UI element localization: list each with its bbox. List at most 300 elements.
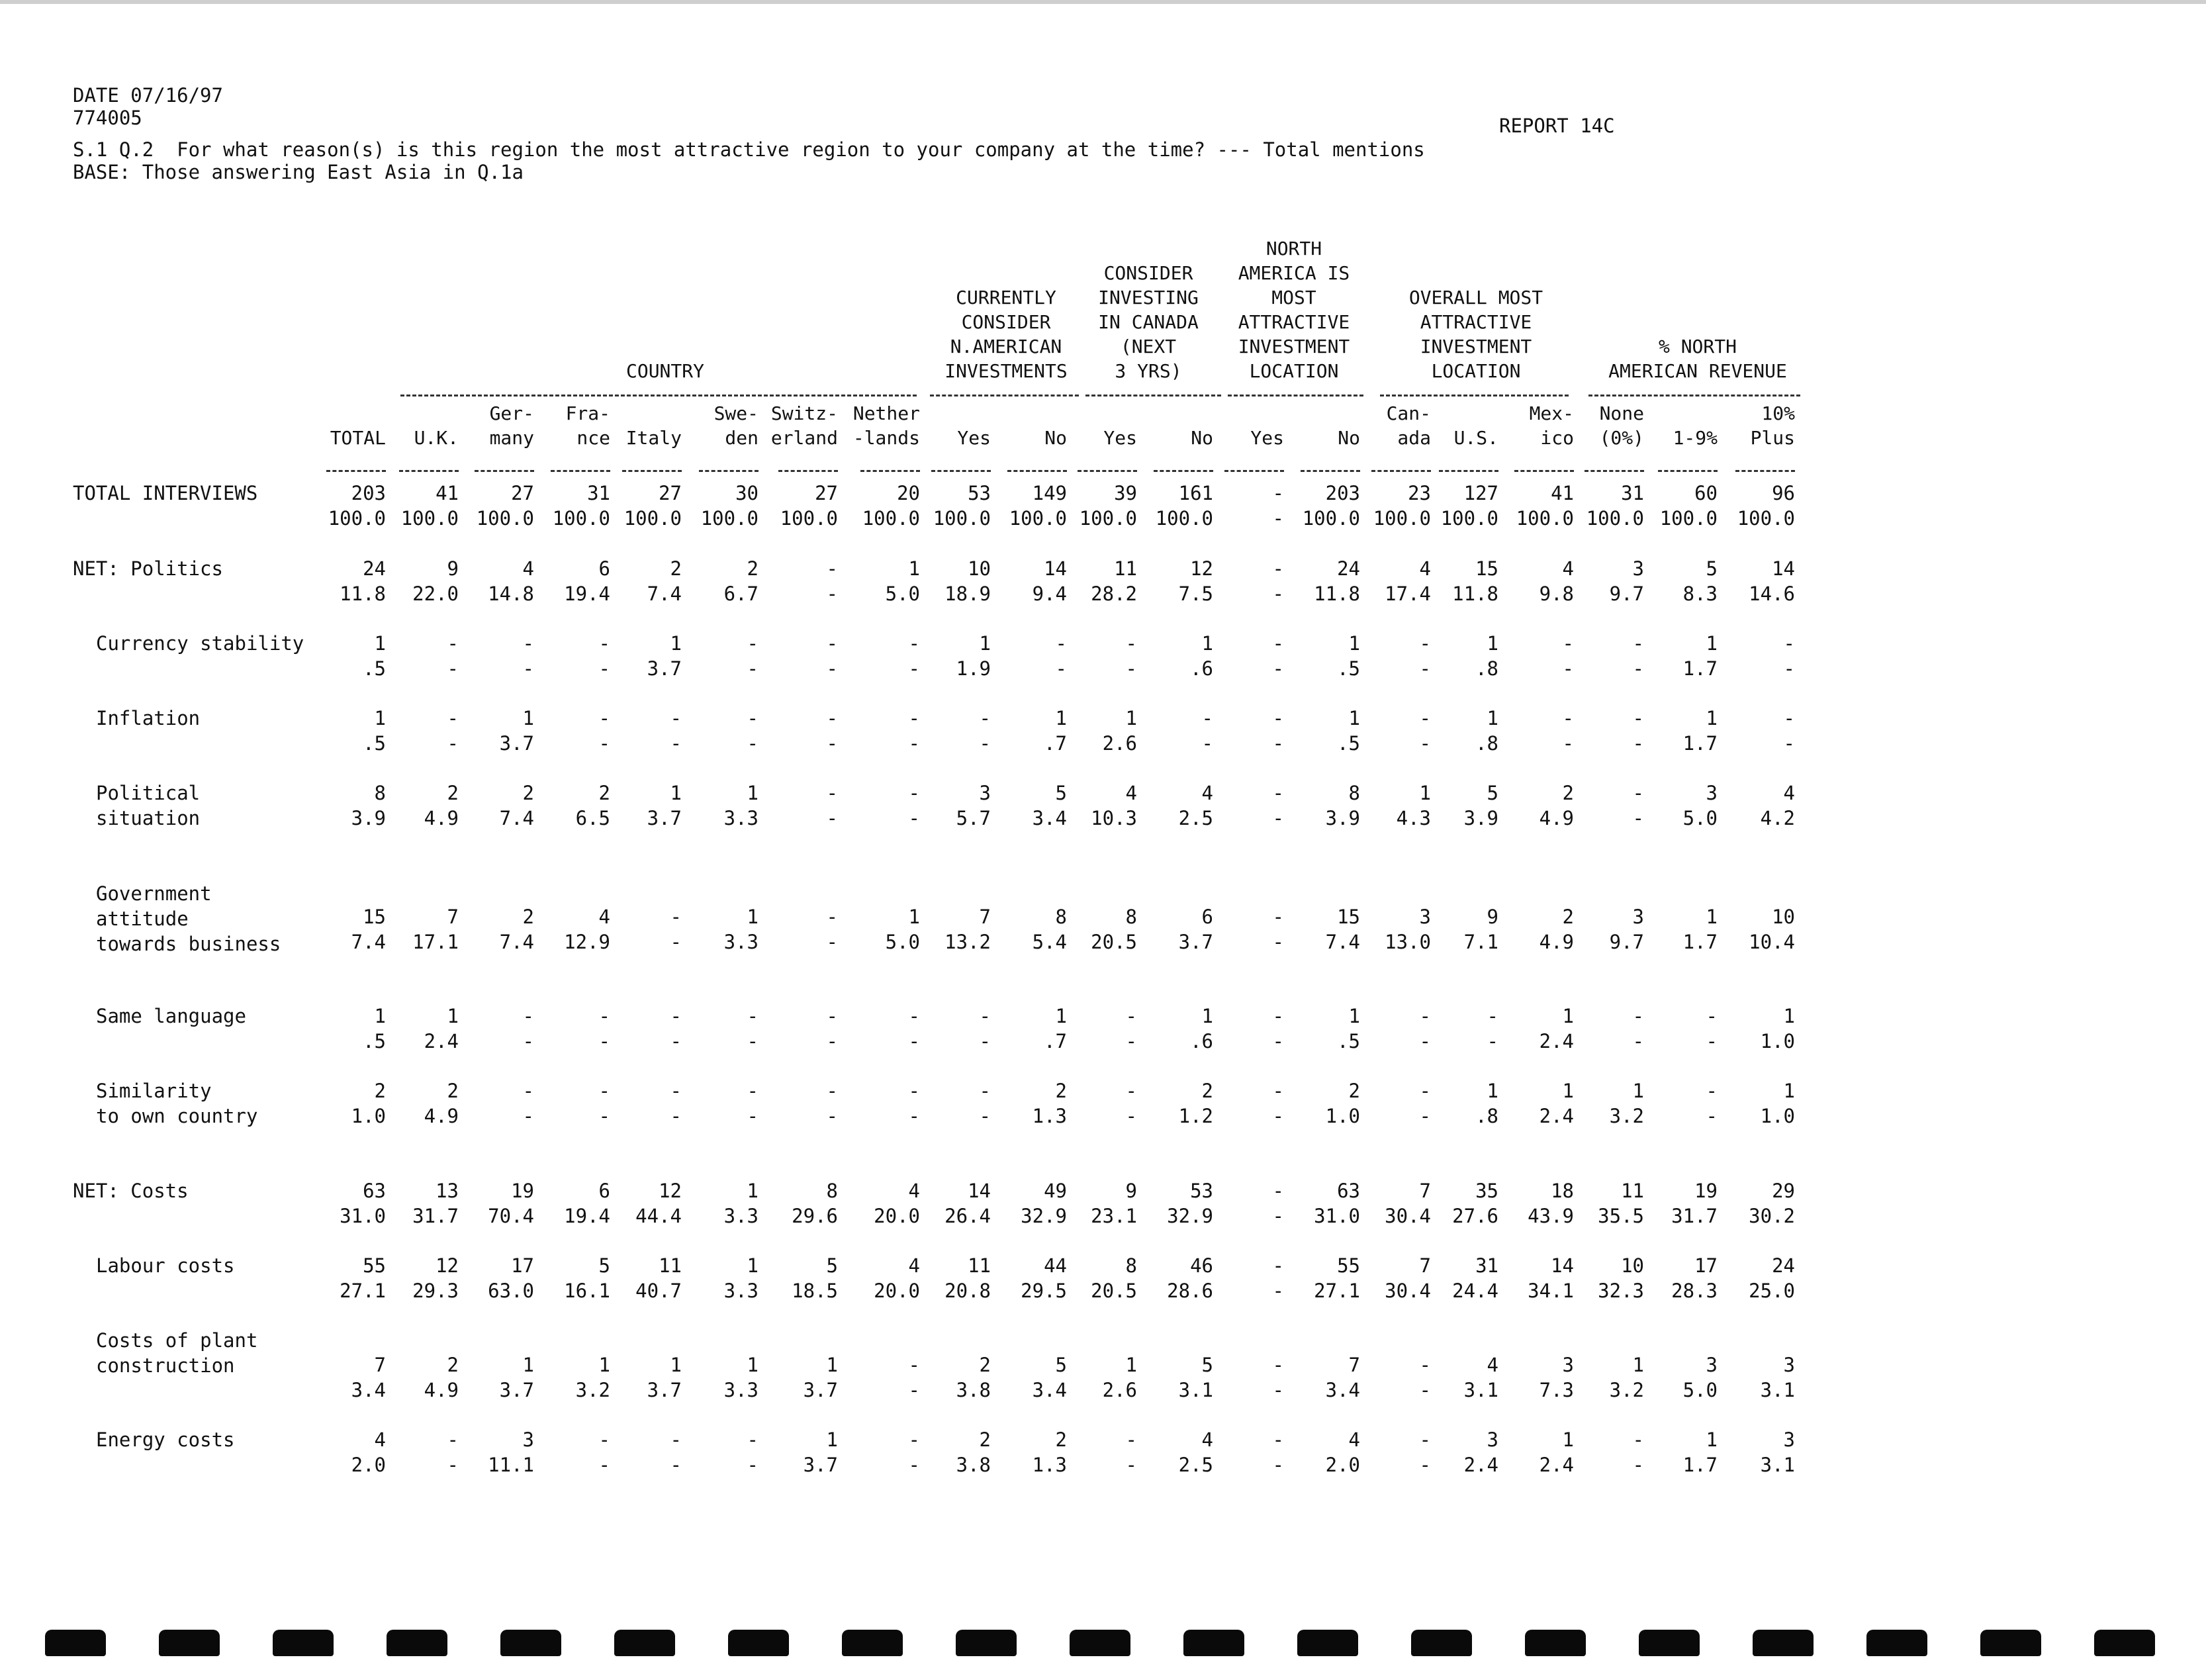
percent-cell: - [598,1454,610,1476]
count-cell: 63 [1337,1180,1360,1202]
count-cell: 1 [1706,632,1718,655]
percent-cell: 32.9 [1167,1205,1213,1227]
percent-cell: 5.0 [1682,807,1718,829]
count-cell: 1 [670,782,682,804]
percent-cell: 100.0 [780,507,838,530]
count-cell: 10 [1621,1254,1644,1277]
count-cell: - [979,1005,991,1027]
count-cell: 7 [979,906,991,928]
count-cell: 10 [1772,906,1795,928]
percent-cell: 4.9 [424,1379,459,1401]
percent-cell: 3.2 [1609,1105,1644,1127]
percent-cell: 3.3 [723,807,758,829]
count-cell: 2 [1055,1428,1067,1451]
percent-cell: 1.2 [1178,1105,1213,1127]
punch-hole [273,1630,334,1656]
count-cell: - [1706,1005,1718,1027]
north-america-underline [1228,395,1363,397]
percent-cell: - [1201,732,1213,755]
percent-cell: - [1272,1030,1284,1052]
revenue-underline [1588,395,1800,397]
overall-underline [1380,395,1569,397]
percent-cell: - [826,732,838,755]
count-cell: - [826,707,838,729]
percent-cell: 100.0 [1009,507,1067,530]
percent-cell: - [522,657,534,680]
percent-cell: 10.3 [1091,807,1137,829]
column-separator [1514,470,1574,472]
count-cell: 24 [363,557,386,580]
count-cell: 6 [598,557,610,580]
percent-cell: 63.0 [488,1280,534,1302]
count-cell: - [1632,707,1644,729]
count-cell: 4 [1348,1428,1360,1451]
count-cell: - [908,1428,920,1451]
percent-cell: 100.0 [862,507,920,530]
count-cell: 8 [1055,906,1067,928]
percent-cell: 3.4 [1032,1379,1067,1401]
percent-cell: - [826,931,838,953]
group-header-consider-canada: CONSIDER INVESTING IN CANADA (NEXT 3 YRS) [1098,262,1199,382]
count-cell: 1 [670,1354,682,1376]
percent-cell: 20.8 [944,1280,991,1302]
count-cell: 12 [436,1254,459,1277]
count-cell: 3 [1562,1354,1574,1376]
column-header: Can- ada [1386,402,1431,449]
percent-cell: 3.7 [647,807,682,829]
count-cell: 1 [1348,632,1360,655]
percent-cell: 11.8 [1314,583,1360,605]
count-cell: - [826,1080,838,1102]
percent-cell: 3.4 [1032,807,1067,829]
percent-cell: - [670,931,682,953]
percent-cell: 5.7 [956,807,991,829]
column-separator [778,470,838,472]
count-cell: - [1272,1428,1284,1451]
count-cell: 4 [598,906,610,928]
count-cell: 4 [1201,782,1213,804]
percent-cell: 11.1 [488,1454,534,1476]
count-cell: 2 [1562,906,1574,928]
count-cell: 9 [1487,906,1498,928]
percent-cell: - [826,1105,838,1127]
count-cell: 9 [1125,1180,1137,1202]
count-cell: - [908,1005,920,1027]
count-cell: 4 [374,1428,386,1451]
percent-cell: - [908,1379,920,1401]
percent-cell: 100.0 [328,507,386,530]
row-label: NET: Costs [73,1180,189,1202]
column-header: Yes [1250,427,1284,449]
percent-cell: - [447,732,459,755]
count-cell: - [670,707,682,729]
count-cell: - [598,1428,610,1451]
count-cell: 5 [826,1254,838,1277]
percent-cell: 17.4 [1385,583,1431,605]
punch-hole [387,1630,447,1656]
row-label: Political situation [96,782,201,829]
count-cell: 2 [979,1428,991,1451]
percent-cell: 7.4 [499,807,534,829]
base-text: BASE: Those answering East Asia in Q.1a [73,161,524,183]
percent-cell: 3.9 [1463,807,1498,829]
count-cell: 7 [1419,1254,1431,1277]
count-cell: 2 [747,557,758,580]
count-cell: - [908,1080,920,1102]
row-label: Similarity to own country [96,1080,258,1127]
count-cell: 1 [598,1354,610,1376]
count-cell: 1 [1562,1080,1574,1102]
percent-cell: 3.7 [803,1379,838,1401]
count-cell: - [1562,707,1574,729]
percent-cell: 3.3 [723,1379,758,1401]
count-cell: 2 [1055,1080,1067,1102]
percent-cell: 23.1 [1091,1205,1137,1227]
count-cell: 1 [826,1428,838,1451]
percent-cell: - [1272,657,1284,680]
row-label: Currency stability [96,632,304,655]
percent-cell: 9.7 [1609,583,1644,605]
percent-cell: 6.5 [575,807,610,829]
count-cell: 96 [1772,482,1795,504]
percent-cell: 1.3 [1032,1105,1067,1127]
percent-cell: 3.1 [1463,1379,1498,1401]
count-cell: 7 [1348,1354,1360,1376]
percent-cell: 2.5 [1178,1454,1213,1476]
count-cell: 3 [1783,1354,1795,1376]
count-cell: 203 [351,482,386,504]
column-separator [326,470,386,472]
percent-cell: 25.0 [1749,1280,1795,1302]
percent-cell: 26.4 [944,1205,991,1227]
percent-cell: - [979,732,991,755]
count-cell: - [1419,707,1431,729]
count-cell: 1 [1055,707,1067,729]
count-cell: - [1562,632,1574,655]
row-label: Inflation [96,707,201,729]
percent-cell: - [1562,657,1574,680]
punch-hole [1866,1630,1927,1656]
percent-cell: 3.7 [499,732,534,755]
count-cell: 1 [1706,906,1718,928]
percent-cell: .7 [1044,732,1067,755]
percent-cell: - [908,1030,920,1052]
column-header: No [1338,427,1360,449]
percent-cell: - [747,1105,758,1127]
percent-cell: 70.4 [488,1205,534,1227]
count-cell: 1 [979,632,991,655]
count-cell: - [1272,1080,1284,1102]
percent-cell: 100.0 [1440,507,1498,530]
percent-cell: 18.9 [944,583,991,605]
count-cell: 13 [436,1180,459,1202]
percent-cell: 19.4 [564,583,610,605]
percent-cell: 100.0 [933,507,991,530]
count-cell: - [826,906,838,928]
percent-cell: 30.4 [1385,1205,1431,1227]
count-cell: 4 [908,1254,920,1277]
percent-cell: 30.4 [1385,1280,1431,1302]
column-header: Switz- erland [770,402,838,449]
percent-cell: 2.5 [1178,807,1213,829]
count-cell: 2 [447,782,459,804]
count-cell: 27 [659,482,682,504]
count-cell: 30 [735,482,758,504]
percent-cell: 1.0 [1760,1030,1795,1052]
column-header: Swe- den [713,402,758,449]
percent-cell: 100.0 [552,507,610,530]
count-cell: 2 [670,557,682,580]
percent-cell: - [670,1105,682,1127]
percent-cell: - [1632,657,1644,680]
percent-cell: - [598,732,610,755]
count-cell: - [1272,1180,1284,1202]
percent-cell: .8 [1475,1105,1498,1127]
column-separator [1439,470,1498,472]
count-cell: 8 [374,782,386,804]
count-cell: 60 [1694,482,1718,504]
percent-cell: 100.0 [1302,507,1360,530]
count-cell: 1 [1125,1354,1137,1376]
percent-cell: 27.1 [340,1280,386,1302]
percent-cell: 32.9 [1021,1205,1067,1227]
percent-cell: 3.7 [1178,931,1213,953]
percent-cell: - [747,657,758,680]
percent-cell: - [1272,1379,1284,1401]
column-separator [551,470,610,472]
percent-cell: 43.9 [1528,1205,1574,1227]
percent-cell: 11.8 [1452,583,1498,605]
percent-cell: 100.0 [623,507,682,530]
count-cell: 17 [1694,1254,1718,1277]
count-cell: 24 [1772,1254,1795,1277]
percent-cell: 14.6 [1749,583,1795,605]
count-cell: 6 [1201,906,1213,928]
count-cell: 27 [815,482,838,504]
count-cell: - [1272,906,1284,928]
row-label: Costs of plant construction [96,1329,258,1377]
count-cell: 2 [1348,1080,1360,1102]
percent-cell: 1.3 [1032,1454,1067,1476]
percent-cell: 4.2 [1760,807,1795,829]
count-cell: 1 [747,782,758,804]
count-cell: 31 [587,482,610,504]
count-cell: 3 [1632,557,1644,580]
percent-cell: 10.4 [1749,931,1795,953]
column-header: None (0%) [1599,402,1644,449]
count-cell: 1 [374,1005,386,1027]
percent-cell: .5 [1337,732,1360,755]
punch-hole [1070,1630,1130,1656]
percent-cell: - [1272,1205,1284,1227]
count-cell: 19 [511,1180,534,1202]
count-cell: 46 [1190,1254,1213,1277]
count-cell: 14 [1044,557,1067,580]
count-cell: 1 [522,1354,534,1376]
punch-hole [614,1630,675,1656]
column-header: TOTAL [330,427,386,449]
count-cell: 1 [447,1005,459,1027]
row-label: Energy costs [96,1428,235,1451]
count-cell: 1 [1632,1080,1644,1102]
count-cell: 14 [1772,557,1795,580]
percent-cell: - [1706,1030,1718,1052]
count-cell: - [1487,1005,1498,1027]
column-separator [1301,470,1360,472]
count-cell: 1 [908,557,920,580]
group-header-north-america: NORTH AMERICA IS MOST ATTRACTIVE INVESTMENT LOCATION [1238,238,1350,382]
count-cell: - [1055,632,1067,655]
count-cell: 35 [1475,1180,1498,1202]
percent-cell: - [1272,507,1284,530]
count-cell: 20 [897,482,920,504]
column-header: Ger- many [489,402,534,449]
percent-cell: - [1419,732,1431,755]
percent-cell: 7.4 [647,583,682,605]
percent-cell: - [826,807,838,829]
count-cell: 3 [1487,1428,1498,1451]
count-cell: - [908,782,920,804]
percent-cell: 2.0 [1325,1454,1360,1476]
count-cell: 9 [447,557,459,580]
column-separator [1735,470,1795,472]
percent-cell: 31.7 [412,1205,459,1227]
percent-cell: 100.0 [1373,507,1431,530]
percent-cell: - [1272,1454,1284,1476]
percent-cell: - [598,657,610,680]
count-cell: 1 [1562,1005,1574,1027]
percent-cell: - [908,1105,920,1127]
percent-cell: 1.9 [956,657,991,680]
count-cell: 2 [1201,1080,1213,1102]
column-separator [1007,470,1067,472]
count-cell: 1 [1487,707,1498,729]
column-header: Fra- nce [565,402,610,449]
column-separator [1371,470,1431,472]
percent-cell: - [670,1454,682,1476]
count-cell: - [1272,782,1284,804]
percent-cell: 100.0 [1737,507,1795,530]
count-cell: - [1272,557,1284,580]
percent-cell: 22.0 [412,583,459,605]
job-number: 774005 [73,107,142,129]
percent-cell: 9.8 [1539,583,1574,605]
count-cell: 1 [747,1354,758,1376]
count-cell: 8 [1125,1254,1137,1277]
punch-hole [956,1630,1017,1656]
percent-cell: 20.5 [1091,931,1137,953]
percent-cell: - [979,1105,991,1127]
punch-hole [500,1630,561,1656]
percent-cell: - [598,1030,610,1052]
percent-cell: 100.0 [1155,507,1213,530]
punch-hole [159,1630,220,1656]
column-header: No [1191,427,1213,449]
column-separator [699,470,758,472]
count-cell: 1 [1783,1005,1795,1027]
report-number: REPORT 14C [1499,115,1615,137]
percent-cell: - [1272,1280,1284,1302]
column-separator [475,470,534,472]
percent-cell: 5.4 [1032,931,1067,953]
count-cell: 18 [1551,1180,1574,1202]
percent-cell: - [1272,807,1284,829]
count-cell: - [1632,782,1644,804]
count-cell: 14 [968,1180,991,1202]
count-cell: 6 [598,1180,610,1202]
percent-cell: .8 [1475,732,1498,755]
percent-cell: 3.1 [1178,1379,1213,1401]
percent-cell: - [908,807,920,829]
percent-cell: 35.5 [1598,1205,1644,1227]
count-cell: - [826,632,838,655]
count-cell: - [826,557,838,580]
count-cell: 2 [447,1354,459,1376]
percent-cell: 5.0 [1682,1379,1718,1401]
count-cell: 11 [1621,1180,1644,1202]
count-cell: 4 [1487,1354,1498,1376]
count-cell: - [670,906,682,928]
count-cell: 2 [522,782,534,804]
percent-cell: 31.0 [340,1205,386,1227]
count-cell: 10 [968,557,991,580]
count-cell: - [1125,632,1137,655]
count-cell: 49 [1044,1180,1067,1202]
percent-cell: 3.1 [1760,1454,1795,1476]
percent-cell: - [447,1454,459,1476]
punch-hole [1753,1630,1814,1656]
percent-cell: 4.9 [424,1105,459,1127]
count-cell: - [670,1080,682,1102]
row-label: TOTAL INTERVIEWS [73,482,258,504]
count-cell: 7 [447,906,459,928]
count-cell: 11 [1114,557,1137,580]
percent-cell: - [1419,1379,1431,1401]
count-cell: 2 [1562,782,1574,804]
percent-cell: 6.7 [723,583,758,605]
percent-cell: .5 [1337,1030,1360,1052]
percent-cell: 17.1 [412,931,459,953]
percent-cell: - [1419,657,1431,680]
count-cell: - [1632,632,1644,655]
percent-cell: 13.2 [944,931,991,953]
count-cell: 15 [363,906,386,928]
currently-underline [930,395,1079,397]
percent-cell: 3.7 [803,1454,838,1476]
percent-cell: 18.5 [792,1280,838,1302]
count-cell: 7 [1419,1180,1431,1202]
count-cell: 11 [659,1254,682,1277]
percent-cell: 3.4 [1325,1379,1360,1401]
count-cell: - [1783,707,1795,729]
count-cell: 4 [1783,782,1795,804]
count-cell: 4 [1125,782,1137,804]
count-cell: 1 [1562,1428,1574,1451]
report-date: DATE 07/16/97 [73,84,223,107]
percent-cell: 2.6 [1102,1379,1137,1401]
percent-cell: .8 [1475,657,1498,680]
count-cell: - [670,1005,682,1027]
count-cell: 2 [522,906,534,928]
percent-cell: 20.0 [874,1280,920,1302]
row-label: Labour costs [96,1254,235,1277]
percent-cell: .5 [1337,657,1360,680]
count-cell: - [598,1080,610,1102]
percent-cell: 7.1 [1463,931,1498,953]
column-header: 10% Plus [1750,402,1795,449]
count-cell: 31 [1475,1254,1498,1277]
percent-cell: 28.3 [1671,1280,1718,1302]
